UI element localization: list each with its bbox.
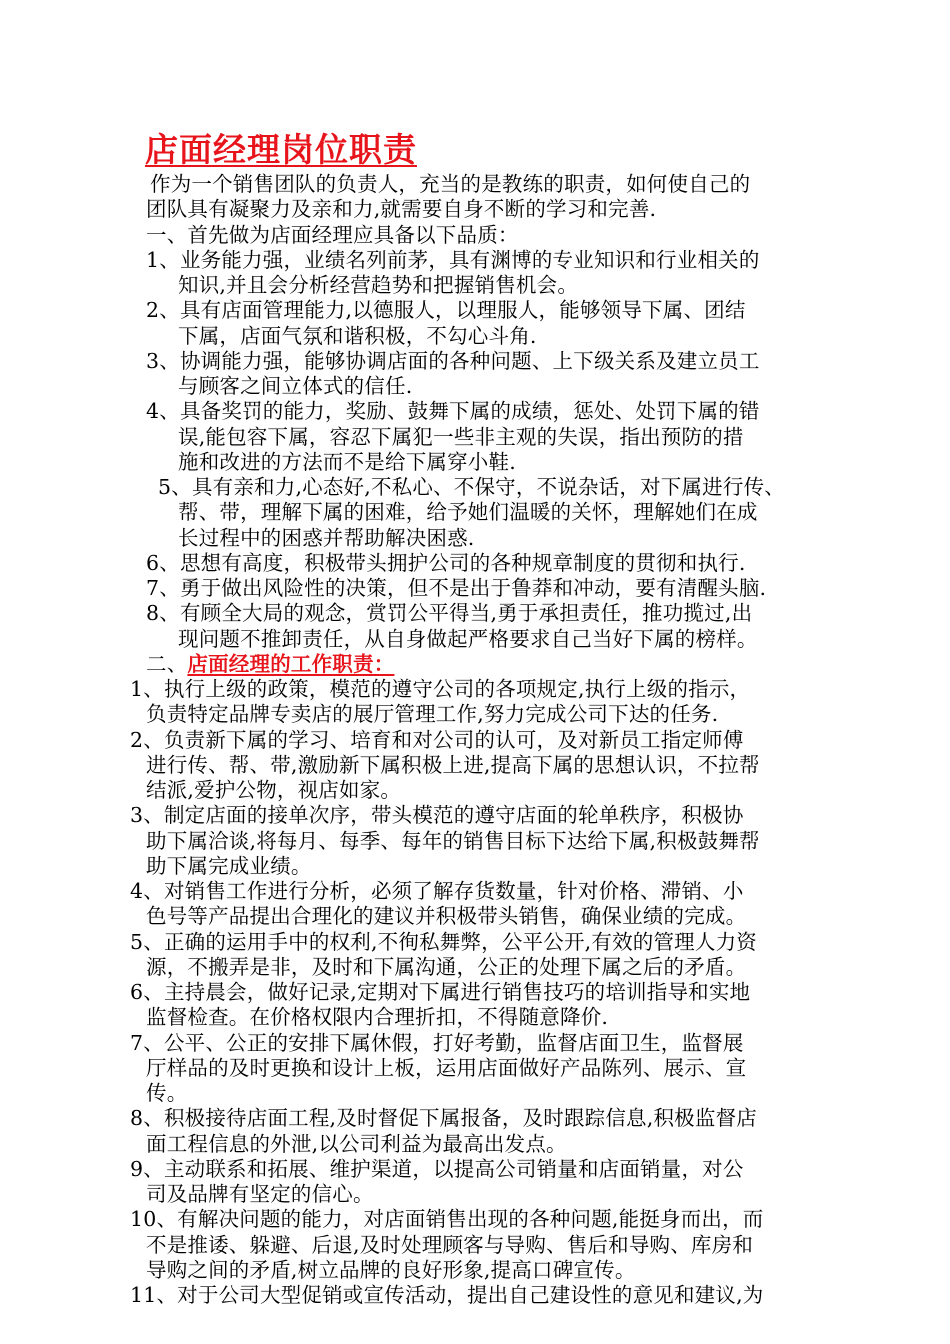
section2-list-item-continuation: 结派,爱护公物，视店如家。 <box>146 778 402 802</box>
section2-list-item-continuation: 助下属完成业绩。 <box>146 853 312 878</box>
section2-list-item: 4、对销售工作进行分析，必须了解存货数量，针对价格、滞销、小 <box>130 879 744 903</box>
section2-list-item: 8、积极接待店面工程,及时督促下属报备，及时跟踪信息,积极监督店 <box>130 1106 757 1131</box>
section2-list-item: 3、制定店面的接单次序，带头模范的遵守店面的轮单秩序，积极协 <box>130 803 744 828</box>
section1-list-item-continuation: 下属，店面气氛和谐积极，不勾心斗角. <box>178 323 537 348</box>
section1-list-item: 4、具备奖罚的能力，奖励、鼓舞下属的成绩，惩处、处罚下属的错 <box>146 399 760 424</box>
section2-list-item: 9、主动联系和拓展、维护渠道，以提高公司销量和店面销量，对公 <box>130 1156 744 1181</box>
section2-list-item-continuation: 不是推诿、躲避、后退,及时处理顾客与导购、售后和导购、库房和 <box>146 1232 754 1257</box>
section1-list-item: 6、思想有高度，积极带头拥护公司的各种规章制度的贯彻和执行. <box>146 550 746 575</box>
section2-list-item-continuation: 助下属洽谈,将每月、每季、每年的销售目标下达给下属,积极鼓舞帮 <box>146 828 760 853</box>
section2-title: 店面经理的工作职责： <box>187 651 395 676</box>
section1-list-item: 8、有顾全大局的观念，赏罚公平得当,勇于承担责任，推功揽过,出 <box>146 601 753 626</box>
section2-list-item-continuation: 厅样品的及时更换和设计上板，运用店面做好产品陈列、展示、宣 <box>146 1055 747 1080</box>
section1-list-item-continuation: 长过程中的困惑并帮助解决困惑. <box>178 525 475 550</box>
section1-list-item: 1、业务能力强，业绩名列前茅，具有渊博的专业知识和行业相关的 <box>146 247 760 272</box>
section1-list-item-continuation: 施和改进的方法而不是给下属穿小鞋. <box>178 449 516 474</box>
document-title: 店面经理岗位职责 <box>145 130 417 169</box>
section2-list-item-continuation: 源，不搬弄是非，及时和下属沟通，公正的处理下属之后的矛盾。 <box>146 954 747 979</box>
section2-list-item-continuation: 传。 <box>146 1081 188 1105</box>
section1-list-item: 7、勇于做出风险性的决策，但不是出于鲁莽和冲动，要有清醒头脑. <box>146 576 767 600</box>
section1-list-item-continuation: 帮、带，理解下属的困难，给予她们温暖的关怀，理解她们在成 <box>178 500 758 525</box>
section1-list-item: 3、协调能力强，能够协调店面的各种问题、上下级关系及建立员工 <box>146 348 760 373</box>
section2-number: 二、 <box>146 651 188 676</box>
section2-list-item-continuation: 导购之间的矛盾,树立品牌的良好形象,提高口碑宣传。 <box>146 1257 636 1282</box>
section2-list-item: 10、有解决问题的能力，对店面销售出现的各种问题,能挺身而出，而 <box>130 1207 764 1232</box>
section2-list-item: 1、执行上级的政策，模范的遵守公司的各项规定,执行上级的指示， <box>130 677 751 701</box>
section2-list-item: 2、负责新下属的学习、培育和对公司的认可，及对新员工指定师傅 <box>130 727 744 752</box>
section2-list-item-continuation: 色号等产品提出合理化的建议并积极带头销售，确保业绩的完成。 <box>146 904 747 929</box>
section1-list-item-continuation: 与顾客之间立体式的信任. <box>178 374 413 398</box>
section2-list-item-continuation: 面工程信息的外泄,以公司利益为最高出发点。 <box>146 1131 567 1156</box>
intro-paragraph-line: 团队具有凝聚力及亲和力,就需要自身不断的学习和完善. <box>146 197 657 222</box>
section2-list-item-continuation: 负责特定品牌专卖店的展厅管理工作,努力完成公司下达的任务. <box>146 702 719 727</box>
section1-heading: 一、首先做为店面经理应具备以下品质： <box>146 222 519 247</box>
section1-list-item-continuation: 知识,并且会分析经营趋势和把握销售机会。 <box>178 273 579 297</box>
section2-list-item: 6、主持晨会，做好记录,定期对下属进行销售技巧的培训指导和实地 <box>130 980 751 1004</box>
section2-list-item: 5、正确的运用手中的权利,不徇私舞弊，公平公开,有效的管理人力资 <box>130 929 757 954</box>
section1-list-item-continuation: 误,能包容下属，容忍下属犯一些非主观的失误，指出预防的措 <box>178 424 744 449</box>
section2-list-item-continuation: 司及品牌有坚定的信心。 <box>146 1182 374 1206</box>
section1-list-item-continuation: 现问题不推卸责任，从自身做起严格要求自己当好下属的榜样。 <box>178 626 758 651</box>
intro-paragraph-line: 作为一个销售团队的负责人，充当的是教练的职责，如何使自己的 <box>150 172 751 196</box>
section2-list-item: 11、对于公司大型促销或宣传活动，提出自己建设性的意见和建议,为 <box>130 1283 764 1307</box>
section2-list-item: 7、公平、公正的安排下属休假，打好考勤，监督店面卫生，监督展 <box>130 1030 744 1055</box>
section1-list-item: 5、具有亲和力,心态好,不私心、不保守，不说杂话，对下属进行传、 <box>158 475 785 499</box>
section2-list-item-continuation: 进行传、帮、带,激励新下属积极上进,提高下属的思想认识，不拉帮 <box>146 752 760 777</box>
section2-heading <box>146 652 394 677</box>
section1-list-item: 2、具有店面管理能力,以德服人，以理服人，能够领导下属、团结 <box>146 298 746 323</box>
section2-list-item-continuation: 监督检查。在价格权限内合理折扣，不得随意降价. <box>146 1005 609 1030</box>
